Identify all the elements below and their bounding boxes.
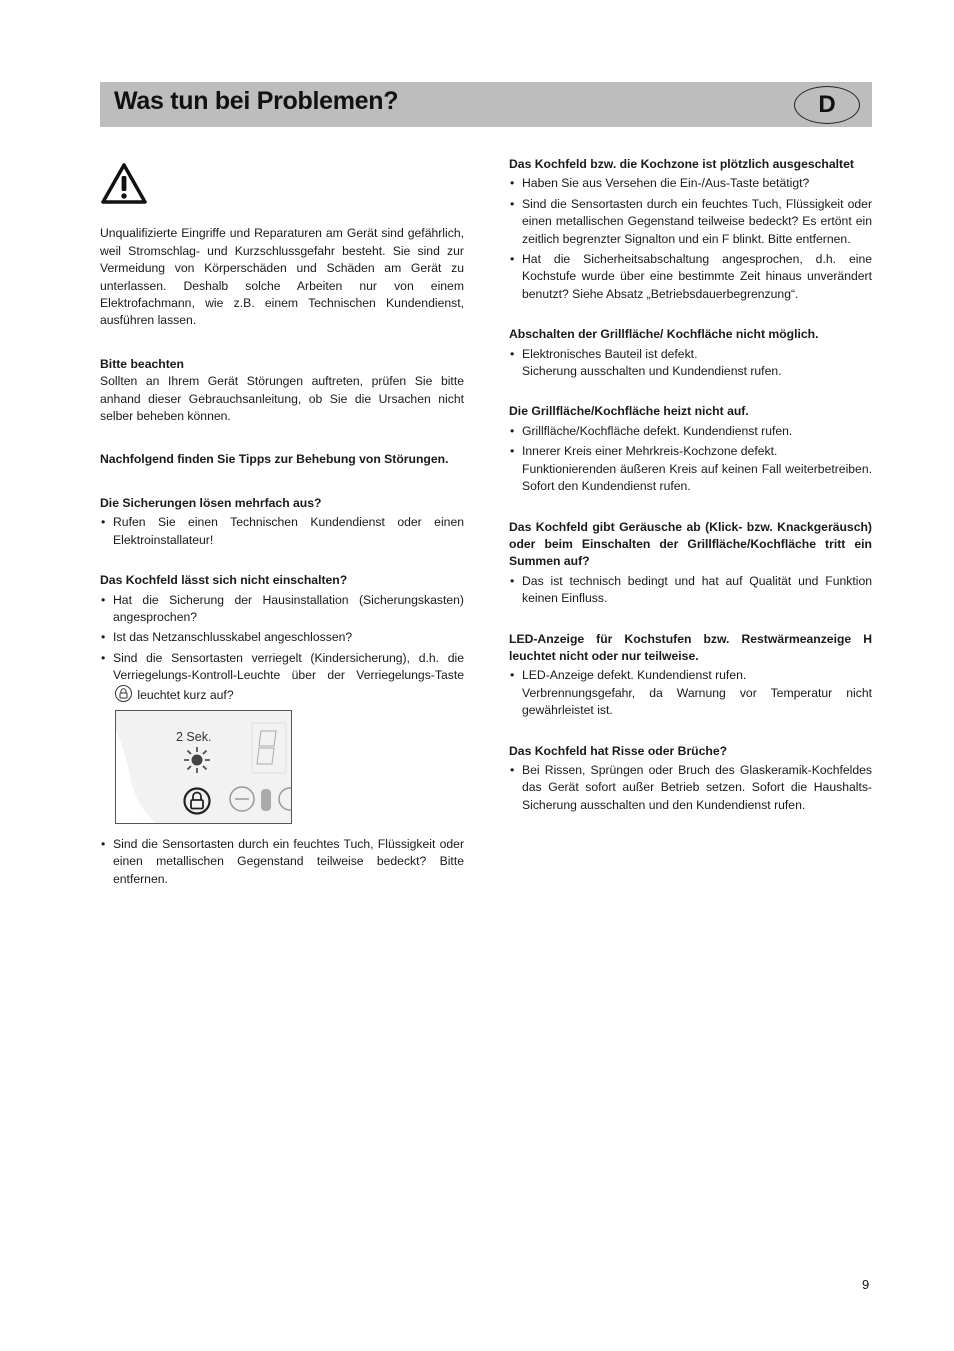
list-item: • Grillfläche/Kochfläche defekt. Kundendienst rufen. [509,423,872,440]
list-item: • Haben Sie aus Versehen die Ein-/Aus-Taste betätigt? [509,175,872,192]
list-item-text: Sind die Sensortasten verriegelt (Kindersicherung), d.h. die Verriegelungs-Kontroll-Leuchte über der Verriegelungs-Taste [113,650,464,683]
list-item: • Hat die Sicherung der Hausinstallation (Sicherungskasten) angesprochen? [100,592,464,627]
section-title-risse: Das Kochfeld hat Risse oder Brüche? [509,743,728,758]
warning-triangle-icon [100,162,148,206]
language-badge: D [794,86,860,124]
section-title-geraeusche: Das Kochfeld gibt Geräusche ab (Klick- bzw. Knackgeräusch) oder beim Einschalten der Grillfläche/Kochfläche tritt ein Summen auf? [509,519,872,569]
sicherungen-list [100,514,464,549]
list-item: • Das ist technisch bedingt und hat auf Qualität und Funktion keinen Einfluss. [509,573,872,608]
section-title-heizt-nicht: Die Grillfläche/Kochfläche heizt nicht auf. [509,404,749,419]
left-column [100,156,464,891]
list-item-subtext: Verbrennungsgefahr, da Warnung vor Temperatur nicht gewährleistet ist. [522,685,872,718]
list-item: • Bei Rissen, Sprüngen oder Bruch des Glaskeramik-Kochfeldes das Gerät sofort außer Betrieb setzen. Sofort die Haushalts-Sicherung ausschalten und den Kundendienst rufen. [509,762,872,814]
minus-key-icon [230,787,254,811]
list-item: • Sind die Sensortasten durch ein feuchtes Tuch, Flüssigkeit oder einen metallischen Gegenstand teilweise bedeckt? Bitte entfernen. [100,836,464,888]
heizt-nicht-list [509,423,872,496]
list-item-text: Elektronisches Bauteil ist defekt. [522,346,698,361]
list-item-text: LED-Anzeige defekt. Kundendienst rufen. [522,668,747,683]
list-item [509,346,872,381]
control-panel-illustration [115,710,292,824]
bitte-beachten-text: Sollten an Ihrem Gerät Störungen auftreten, prüfen Sie bitte anhand dieser Gebrauchsanleitung, ob Sie die Ursachen nicht selber beheben können. [100,374,464,424]
geraeusche-list [509,573,872,608]
list-item-text: Innerer Kreis einer Mehrkreis-Kochzone defekt. [522,444,778,459]
panel-time-label: 2 Sek. [176,729,212,744]
nicht-einschalten-list [100,592,464,704]
list-item-text-end: leuchtet kurz auf? [137,687,234,702]
page-header [100,82,872,127]
abschalten-list [509,346,872,381]
risse-list [509,762,872,814]
list-item: • Ist das Netzanschlusskabel angeschlossen? [100,629,464,646]
list-item [509,443,872,495]
section-title-ausgeschaltet: Das Kochfeld bzw. die Kochzone ist plötzlich ausgeschaltet [509,157,854,171]
led-anzeige-list [509,667,872,719]
section-title-sicherungen: Die Sicherungen lösen mehrfach aus? [100,495,322,510]
panel-graphics [116,711,291,823]
list-item [100,650,464,704]
list-item: • Rufen Sie einen Technischen Kundendienst oder einen Elektroinstallateur! [100,514,464,549]
level-indicator-icon [261,789,271,811]
list-item: • Hat die Sicherheitsabschaltung angesprochen, d.h. eine Kochstufe wurde über eine bestimmte Zeit hinaus unverändert benutzt? Siehe Absatz „Betriebsdauerbegrenzung“. [509,251,872,303]
blinking-light-icon [184,747,210,773]
tips-intro: Nachfolgend finden Sie Tipps zur Behebung von Störungen. [100,452,449,467]
lock-key-icon [185,788,210,813]
plus-key-icon [279,788,291,810]
page-title: Was tun bei Problemen? [114,87,399,115]
section-title-nicht-einschalten: Das Kochfeld lässt sich nicht einschalten? [100,573,348,588]
list-item-subtext: Funktionierenden äußeren Kreis auf keinen Fall weiterbetreiben. Sofort den Kundendienst rufen. [522,461,872,494]
section-title-abschalten: Abschalten der Grillfläche/ Kochfläche nicht möglich. [509,327,819,342]
page-number: 9 [862,1277,870,1292]
section-title-led-anzeige: LED-Anzeige für Kochstufen bzw. Restwärmeanzeige H leuchtet nicht oder nur teilweise. [509,631,872,663]
seven-segment-display-icon [252,723,286,773]
list-item [509,667,872,719]
right-column [509,156,872,817]
nicht-einschalten-list-cont [100,836,464,888]
list-item: • Sind die Sensortasten durch ein feuchtes Tuch, Flüssigkeit oder einen metallischen Gegenstand teilweise bedeckt? Es ertönt ein zeitlich begrenzter Signalton und ein F blinkt. Bitte entfernen. [509,196,872,248]
section-title-bitte-beachten: Bitte beachten [100,356,184,371]
list-item-subtext: Sicherung ausschalten und Kundendienst rufen. [522,364,782,379]
ausgeschaltet-list [509,175,872,303]
lock-icon [115,685,132,702]
safety-warning-text: Unqualifizierte Eingriffe und Reparaturen am Gerät sind gefährlich, weil Stromschlag- und Kurzschlussgefahr besteht. Sie sind zur Vermeidung von Körperschäden und Schäden am Gerät zu unterlassen. Deshalb solche Arbeiten nur von einem Elektrofachmann, wie z.B. einem Technischen Kundendienst, ausführen lassen. [100,226,464,328]
